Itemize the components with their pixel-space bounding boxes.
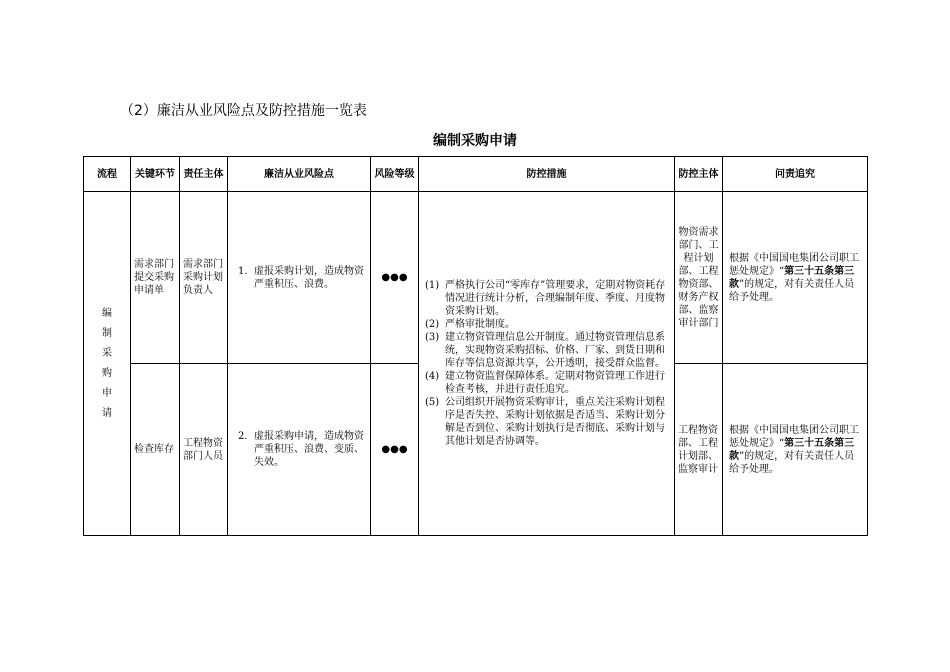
control-body-cell: 物资需求部门、工程计划部、工程物资部、财务产权部、监察审计部门 [675, 192, 723, 364]
header-control-body: 防控主体 [675, 157, 723, 192]
control-body-cell: 工程物资部、工程计划部、监察审计 [675, 364, 723, 536]
list-item: (1) 严格执行公司“零库存”管理要求，定期对物资耗存情况进行统计分析，合理编制年度、季度、月度物资采购计划。 [425, 280, 666, 317]
section-heading: （2）廉洁从业风险点及防控措施一览表 [120, 103, 367, 119]
risk-level-cell: ●●● [371, 192, 419, 364]
process-char: 制 [102, 327, 112, 339]
process-char: 购 [102, 367, 112, 379]
header-row [84, 157, 868, 192]
risk-point-cell [228, 192, 371, 364]
header-process: 流程 [84, 157, 131, 192]
accountability-cell: 根据《中国国电集团公司职工惩处规定》“第三十五条第三款”的规定，对有关责任人员给予处理。 [723, 192, 868, 364]
process-char: 申 [102, 387, 112, 399]
measures-cell [419, 192, 675, 536]
header-measures: 防控措施 [419, 157, 675, 192]
risk-text: 虚报采购申请，造成物资严重积压、浪费、变质、失效。 [254, 431, 364, 468]
key-step-cell: 检查库存 [131, 364, 180, 536]
list-item: (5) 公司组织开展物资采购审计，重点关注采购计划程序是否失控、采购计划依据是否适当、采购计划分解是否到位、采购计划执行是否彻底、采购计划与其他计划是否协调等。 [425, 397, 665, 447]
measures-list [423, 279, 670, 448]
list-item: (2) 严格审批制度。 [425, 319, 515, 330]
list-item: (4) 建立物资监督保障体系。定期对物资管理工作进行检查考核，并进行责任追究。 [425, 371, 665, 395]
risk-level-cell: ●●● [371, 364, 419, 536]
risk-control-table [83, 156, 868, 536]
list-item: (3) 建立物资管理信息公开制度。通过物资管理信息系统，实现物资采购招标、价格、厂家、到货日期和库存等信息资源共享，公开透明，接受群众监督。 [425, 332, 665, 369]
accountability-cell: 根据《中国国电集团公司职工惩处规定》“第三十五条第三款”的规定，对有关责任人员给予处理。 [723, 364, 868, 536]
header-accountability: 问责追究 [723, 157, 868, 192]
process-char: 采 [102, 347, 112, 359]
process-char: 请 [102, 407, 112, 419]
risk-number: 1. [238, 265, 248, 277]
table-row [84, 192, 868, 364]
risk-number: 2. [238, 431, 248, 442]
risk-text: 虚报采购计划，造成物资严重积压、浪费。 [254, 265, 364, 290]
header-risk-level: 风险等级 [371, 157, 419, 192]
process-cell [84, 192, 131, 536]
owner-cell: 需求部门采购计划负责人 [180, 192, 228, 364]
table-title: 编制采购申请 [433, 133, 517, 149]
key-step-cell: 需求部门提交采购申请单 [131, 192, 180, 364]
owner-cell: 工程物资部门人员 [180, 364, 228, 536]
header-key-step: 关键环节 [131, 157, 180, 192]
header-risk-point: 廉洁从业风险点 [228, 157, 371, 192]
process-char: 编 [102, 307, 112, 319]
risk-point-cell [228, 364, 371, 536]
header-owner: 责任主体 [180, 157, 228, 192]
